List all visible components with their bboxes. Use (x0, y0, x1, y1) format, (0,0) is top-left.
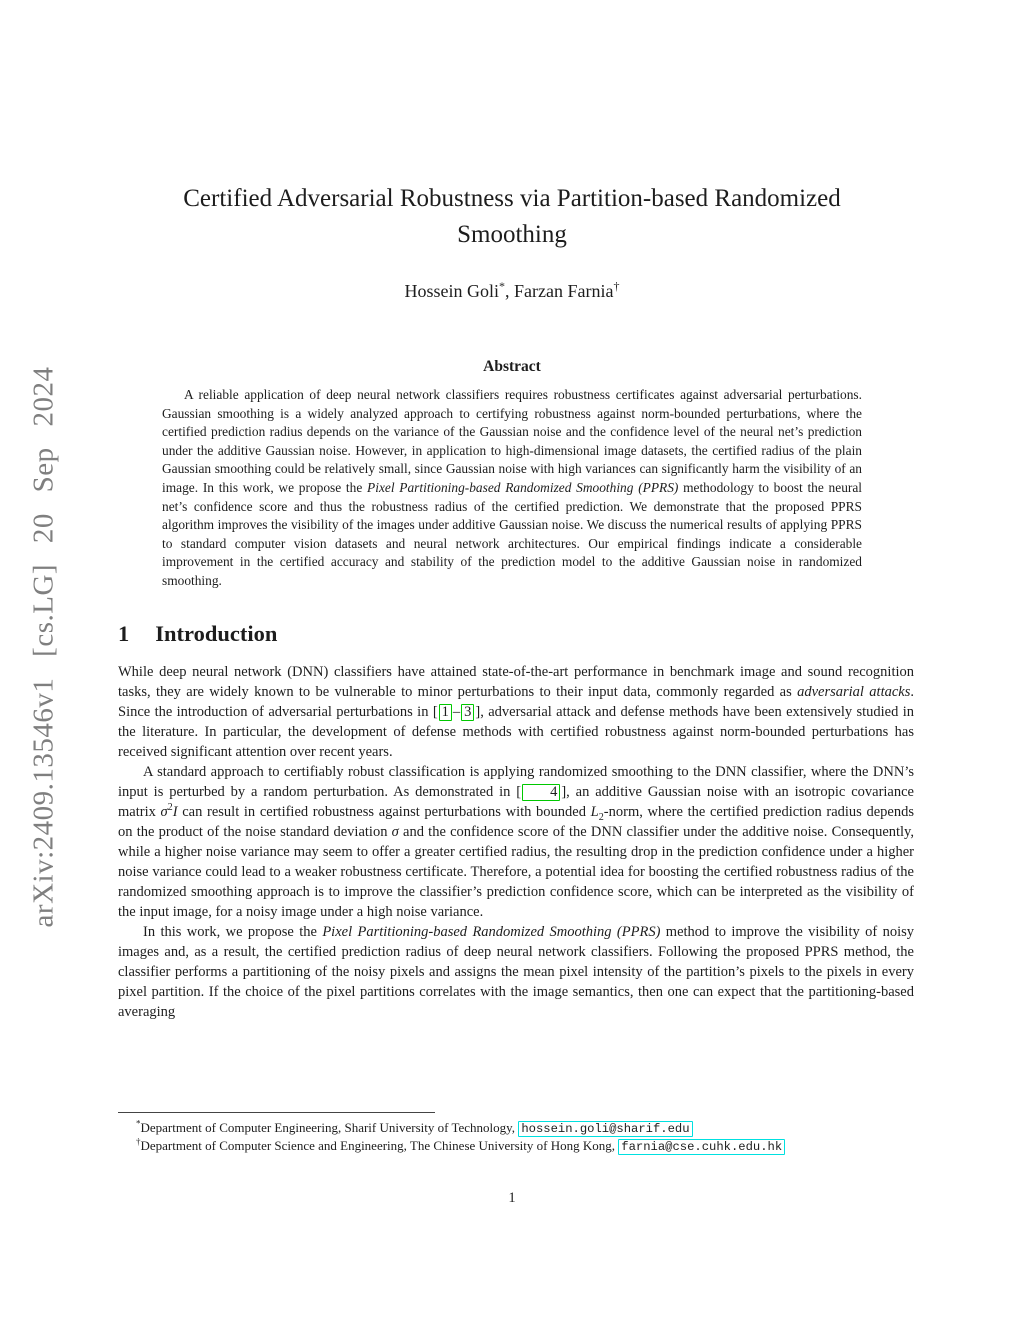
page-number: 1 (508, 1190, 516, 1206)
author-marker-1: * (499, 279, 506, 293)
footnote-text-1: Department of Computer Engineering, Sharif University of Technology, (140, 1120, 519, 1135)
footnote-2 (118, 1137, 914, 1155)
italic-text: Pixel Partitioning-based Randomized Smoothing (PPRS) (322, 923, 661, 940)
author-name-1: Hossein Goli* (404, 279, 506, 301)
citation-link[interactable]: 1 (439, 704, 452, 721)
footnote-separator (118, 1112, 435, 1113)
paper-title: Certified Adversarial Robustness via Partition-based Randomized Smoothing (183, 185, 841, 248)
italic-text: I (172, 803, 178, 820)
intro-paragraph-2: A standard approach to certifiably robust classification is applying randomized smoothing to the DNN classifier, where the DNN’s input is perturbed by a random perturbation. As demonstrated in [ 4 ], an additive Gaussian noise with an isotropic covariance matrix $\sigma^2I$ can result in certified robustness against perturbations with bounded $L_2$-norm, where the certified prediction radius depends on the product of the noise standard deviation σ and the confidence score of the DNN classifier under the additive noise. Consequently, while a higher noise variance may seem to offer a greater certified radius, the resulting drop in the prediction confidence under a higher noise variance could lead to a weaker robustness certificate. Therefore, a potential idea for boosting the certified robustness radius of the randomized smoothing approach is to improve the classifier’s prediction confidence score, which can be interpreted as the visibility of the input image, for a noisy image under a high noise variance. (118, 763, 914, 920)
arxiv-stamp: arXiv:2409.13546v1 [cs.LG] 20 Sep 2024 (27, 366, 60, 928)
email-link-1[interactable]: hossein.goli@sharif.edu (518, 1121, 692, 1137)
abstract-text: A reliable application of deep neural network classifiers requires robustness certificates against adversarial perturbations. Gaussian smoothing is a widely analyzed approach to certifying robustness against norm-bounded perturbations, where the certified prediction radius depends on the variance of the Gaussian noise and the confidence level of the neural net’s prediction under the additive Gaussian noise. However, in application to high-dimensional image datasets, the certified radius of the plain Gaussian smoothing could be relatively small, since Gaussian noise with high variances can significantly harm the visibility of an image. In this work, we propose the Pixel Partitioning-based Randomized Smoothing (PPRS) methodology to boost the neural net’s confidence score and thus the robustness radius of the certified prediction. We demonstrate that the proposed PPRS algorithm improves the visibility of the images under additive Gaussian noise. We discuss the numerical results of applying PPRS to standard computer vision datasets and neural network architectures. Our empirical findings indicate a considerable improvement in the certified accuracy and stability of the prediction model to the additive Gaussian noise in randomized smoothing. (162, 387, 863, 588)
abstract-heading: Abstract (483, 358, 541, 375)
superscript: 2 (167, 801, 173, 813)
section-title: Introduction (155, 620, 278, 646)
footnote-marker-1: * (136, 1118, 141, 1129)
section-number: 1 (118, 620, 130, 646)
italic-text: Pixel Partitioning-based Randomized Smoothing (PPRS) (367, 479, 679, 495)
intro-paragraph-3: In this work, we propose the Pixel Partitioning-based Randomized Smoothing (PPRS) method to improve the visibility of noisy images and, as a result, the certified prediction radius of deep neural network classifiers. Following the proposed PPRS method, the classifier performs a partitioning of the noisy pixels and assigns the mean pixel intensity of the partition’s pixels to the pixels in every pixel partition. If the choice of the pixel partitions correlates with the image semantics, then one can expect that the partitioning-based averaging (118, 923, 915, 1020)
author-name-2: Farzan Farnia† (514, 279, 620, 301)
footnote-1 (118, 1119, 914, 1137)
author-marker-2: † (613, 279, 620, 293)
footnote-block (118, 1112, 914, 1155)
intro-paragraph-1: While deep neural network (DNN) classifiers have attained state-of-the-art performance in benchmark image and sound recognition tasks, they are widely known to be vulnerable to minor perturbations to their input data, commonly regarded as adversarial attacks. Since the introduction of adversarial perturbations in [ 1 – 3 ], adversarial attack and defense methods have been extensively studied in the literature. In particular, the development of defense methods with certified robustness against norm-bounded perturbations has received significant attention over recent years. (118, 663, 914, 760)
footnote-text-2: Department of Computer Science and Engineering, The Chinese University of Hong Kong, (140, 1138, 619, 1154)
email-link-2[interactable]: farnia@cse.cuhk.edu.hk (618, 1139, 785, 1155)
citation-link[interactable]: 3 (461, 704, 474, 721)
subscript: 2 (598, 811, 604, 823)
italic-text: adversarial attacks (797, 683, 911, 700)
citation-link[interactable]: 4 (522, 784, 560, 801)
authors-separator: , (505, 281, 515, 301)
italic-text: L (590, 803, 599, 820)
italic-text: σ (160, 803, 168, 820)
authors-line (0, 281, 1024, 302)
footnote-marker-2: † (136, 1136, 141, 1147)
italic-text: σ (391, 823, 399, 840)
section-heading (118, 621, 1024, 647)
